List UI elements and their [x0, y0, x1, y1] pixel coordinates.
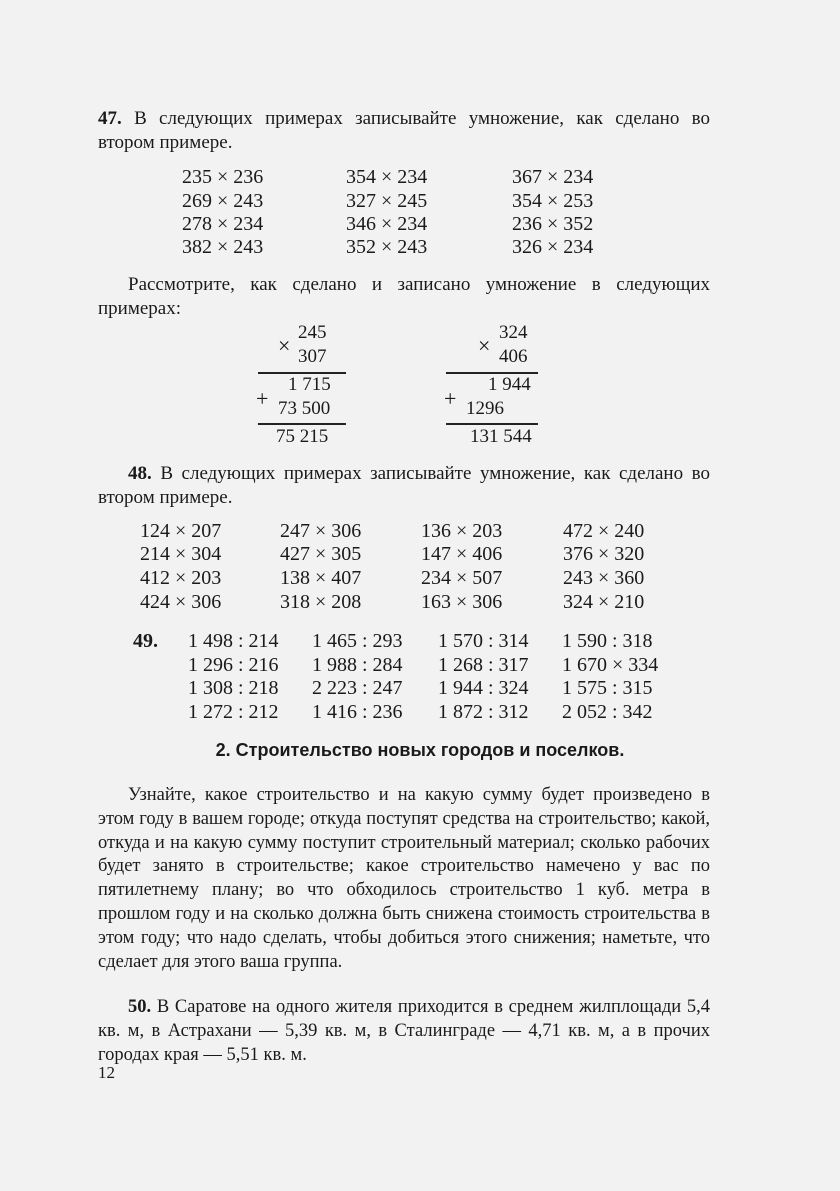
grid-cell: 269 × 243	[182, 190, 264, 212]
exercise-number: 47.	[98, 108, 122, 129]
rule-line	[446, 423, 538, 425]
grid-cell: 424 × 306	[140, 591, 222, 613]
exercise-50-text	[98, 996, 710, 1067]
grid-cell: 234 × 507	[421, 567, 503, 589]
grid-cell: 1 590 : 318	[562, 630, 653, 652]
grid-cell: 124 × 207	[140, 520, 222, 542]
grid-cell: 354 × 253	[512, 190, 594, 212]
grid-cell: 1 570 : 314	[438, 630, 529, 652]
partial-product-2: 73 500	[278, 398, 331, 419]
grid-cell: 1 296 : 216	[188, 654, 279, 676]
multiplier: 406	[499, 346, 528, 367]
exercise-47-text	[98, 107, 710, 154]
plus-sign: +	[256, 386, 269, 411]
grid-cell: 318 × 208	[280, 591, 362, 613]
rule-line	[258, 423, 346, 425]
grid-cell: 376 × 320	[563, 543, 645, 565]
grid-cell: 382 × 243	[182, 236, 264, 258]
grid-cell: 1 988 : 284	[312, 654, 403, 676]
grid-cell: 2 052 : 342	[562, 701, 653, 723]
product: 131 544	[470, 426, 532, 447]
grid-cell: 138 × 407	[280, 567, 362, 589]
grid-cell: 327 × 245	[346, 190, 428, 212]
grid-cell: 1 575 : 315	[562, 677, 653, 699]
multiplicand: 245	[298, 322, 327, 343]
grid-cell: 163 × 306	[421, 591, 503, 613]
grid-cell: 324 × 210	[563, 591, 645, 613]
grid-cell: 472 × 240	[563, 520, 645, 542]
exercise-instruction: В следующих примерах записывайте умножение, как сделано во втором примере.	[98, 463, 710, 508]
grid-cell: 1 465 : 293	[312, 630, 403, 652]
grid-cell: 235 × 236	[182, 166, 264, 188]
grid-cell: 427 × 305	[280, 543, 362, 565]
partial-product-1: 1 715	[288, 374, 331, 395]
grid-cell: 326 × 234	[512, 236, 594, 258]
grid-cell: 352 × 243	[346, 236, 428, 258]
grid-cell: 243 × 360	[563, 567, 645, 589]
grid-cell: 278 × 234	[182, 213, 264, 235]
multiply-sign: ×	[478, 333, 491, 358]
grid-cell: 147 × 406	[421, 543, 503, 565]
grid-cell: 1 416 : 236	[312, 701, 403, 723]
exercise-number: 48.	[128, 463, 152, 484]
grid-cell: 346 × 234	[346, 213, 428, 235]
grid-cell: 1 308 : 218	[188, 677, 279, 699]
grid-cell: 214 × 304	[140, 543, 222, 565]
multiplicand: 324	[499, 322, 528, 343]
grid-cell: 1 272 : 212	[188, 701, 279, 723]
consider-text: Рассмотрите, как сделано и записано умножение в следующих примерах:	[98, 274, 710, 319]
grid-cell: 236 × 352	[512, 213, 594, 235]
grid-cell: 367 × 234	[512, 166, 594, 188]
exercise-number: 49.	[133, 630, 158, 652]
plus-sign: +	[444, 386, 457, 411]
grid-cell: 1 872 : 312	[438, 701, 529, 723]
exercise-instruction: В следующих примерах записывайте умножение, как сделано во втором примере.	[98, 108, 710, 153]
grid-cell: 1 670 × 334	[562, 654, 659, 676]
multiplier: 307	[298, 346, 327, 367]
grid-cell: 136 × 203	[421, 520, 503, 542]
product: 75 215	[276, 426, 329, 447]
grid-cell: 412 × 203	[140, 567, 222, 589]
exercise-48-text	[98, 462, 710, 509]
grid-cell: 1 268 : 317	[438, 654, 529, 676]
partial-product-1: 1 944	[488, 374, 531, 395]
grid-cell: 2 223 : 247	[312, 677, 403, 699]
exercise-instruction: В Саратове на одного жителя приходится в среднем жилплощади 5,4 кв. м, в Астрахани — 5,39 кв. м, в Сталинграде — 4,71 кв. м, а в прочих городах края — 5,51 кв. м.	[98, 997, 710, 1065]
section-heading: 2. Строительство новых городов и поселков.	[215, 740, 625, 760]
page-number: 12	[98, 1063, 115, 1082]
grid-cell: 354 × 234	[346, 166, 428, 188]
section-body: Узнайте, какое строительство и на какую сумму будет произведено в этом году в вашем городе; откуда поступят средства на строительство; какой, откуда и на какую сумму поступит строительный материал; сколько рабочих будет занято в строительстве; какое строительство намечено у вас по пятилетнему плану; во что обходилось строительство 1 куб. метра в прошлом году и на сколько должна быть снижена стоимость строительства в этом году; что надо сделать, чтобы добиться этого снижения; наметьте, что сделает для этого ваша группа.	[98, 785, 710, 972]
exercise-number: 50.	[128, 997, 152, 1017]
grid-cell: 1 498 : 214	[188, 630, 279, 652]
grid-cell: 1 944 : 324	[438, 677, 529, 699]
multiply-sign: ×	[278, 333, 291, 358]
grid-cell: 247 × 306	[280, 520, 362, 542]
partial-product-2: 1296	[466, 398, 504, 419]
